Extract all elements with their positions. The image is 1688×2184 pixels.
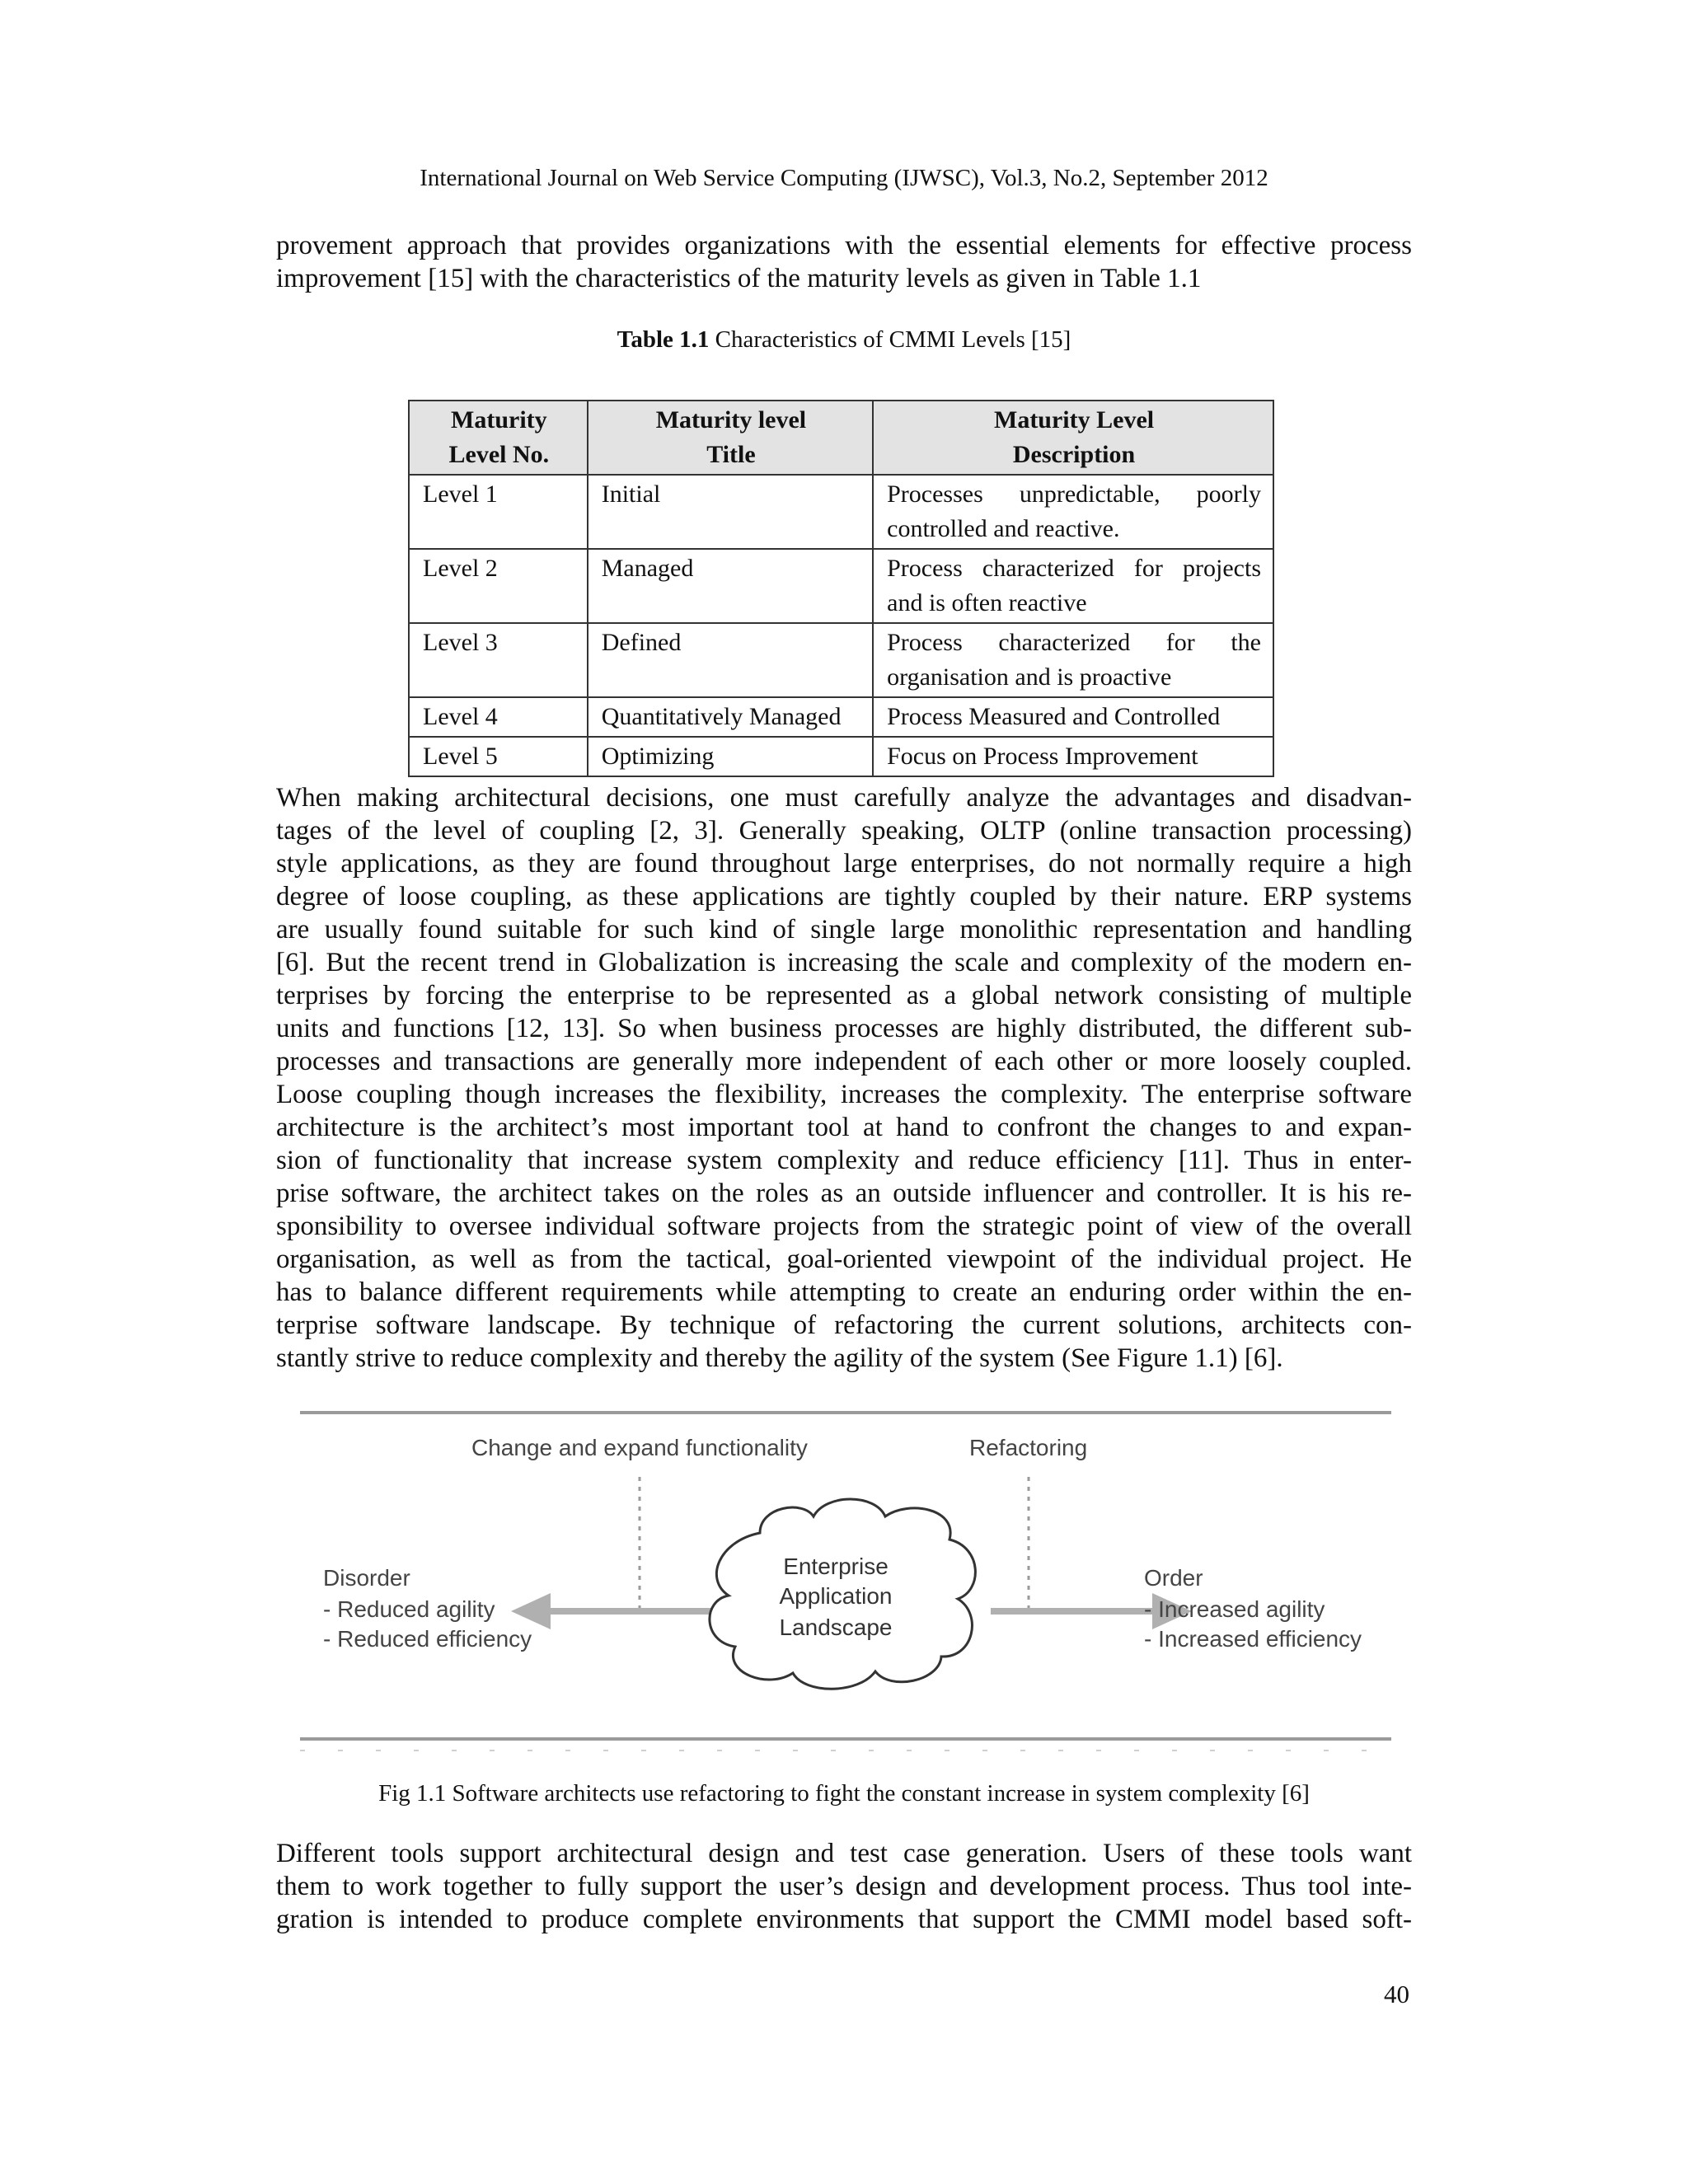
text-line: When making architectural decisions, one must carefully analyze the advantages and disadvan- (276, 783, 1412, 813)
cell-title: Quantitatively Managed (588, 697, 873, 737)
order-item: - Increased efficiency (1144, 1626, 1362, 1652)
text-line: sponsibility to oversee individual software projects from the strategic point of view of the overall (276, 1212, 1412, 1241)
cell-level: Level 1 (409, 475, 588, 549)
table-caption-text: Characteristics of CMMI Levels [15] (709, 326, 1071, 353)
cell-title: Defined (588, 623, 873, 697)
text-line: stantly strive to reduce complexity and thereby the agility of the system (See Figure 1.1) [6]. (276, 1343, 1283, 1373)
cell-level: Level 2 (409, 549, 588, 623)
cell-title: Optimizing (588, 737, 873, 776)
page-number: 40 (1384, 1980, 1409, 2008)
table-row (409, 737, 1273, 776)
cloud-label-line: Landscape (779, 1615, 893, 1640)
table-caption (0, 326, 1688, 354)
text-line: organisation, as well as from the tactical, goal-oriented viewpoint of the individual project. He (276, 1244, 1412, 1274)
disorder-item: - Reduced efficiency (323, 1626, 532, 1652)
text-line: them to work together to fully support the user’s design and development process. Thus tool inte- (276, 1872, 1412, 1901)
text-line: degree of loose coupling, as these applications are tightly coupled by their nature. ERP systems (276, 882, 1412, 912)
text-line: provement approach that provides organizations with the essential elements for effective process (276, 231, 1412, 260)
table-header-row (409, 401, 1273, 475)
disorder-title: Disorder (323, 1565, 410, 1591)
cell-description: Focus on Process Improvement (873, 737, 1273, 776)
cell-title: Initial (588, 475, 873, 549)
text-line: improvement [15] with the characteristics of the maturity levels as given in Table 1.1 (276, 264, 1202, 293)
table-row (409, 549, 1273, 623)
cell-title: Managed (588, 549, 873, 623)
text-line: has to balance different requirements while attempting to create an enduring order within the en- (276, 1277, 1412, 1307)
text-line: Different tools support architectural design and test case generation. Users of these tools want (276, 1839, 1412, 1868)
text-line: are usually found suitable for such kind of single large monolithic representation and handling (276, 915, 1412, 944)
text-line: gration is intended to produce complete environments that support the CMMI model based soft- (276, 1905, 1412, 1934)
disorder-item: - Reduced agility (323, 1596, 495, 1622)
text-line: Loose coupling though increases the flexibility, increases the complexity. The enterprise software (276, 1080, 1412, 1109)
text-line: style applications, as they are found throughout large enterprises, do not normally require a high (276, 849, 1412, 879)
cell-description: Process characterized for the organisation and is proactive (873, 623, 1273, 697)
figure-caption: Fig 1.1 Software architects use refactoring to fight the constant increase in system complexity [6] (378, 1780, 1310, 1807)
table-row (409, 697, 1273, 737)
table-row (409, 623, 1273, 697)
text-line: tages of the level of coupling [2, 3]. Generally speaking, OLTP (online transaction processing) (276, 816, 1412, 846)
table-row (409, 475, 1273, 549)
text-line: units and functions [12, 13]. So when business processes are highly distributed, the different sub- (276, 1014, 1412, 1043)
left-arrow (511, 1593, 719, 1629)
header-level-title: Maturity level Title (588, 401, 873, 475)
intro-paragraph (276, 229, 1412, 295)
text-line: prise software, the architect takes on the roles as an outside influencer and controller. It is his re- (276, 1179, 1412, 1208)
cell-level: Level 3 (409, 623, 588, 697)
top-right-label: Refactoring (969, 1435, 1088, 1460)
order-title: Order (1144, 1565, 1203, 1591)
cell-description: Process Measured and Controlled (873, 697, 1273, 737)
header-level-description: Maturity Level Description (873, 401, 1273, 475)
text-line: terprise software landscape. By technique of refactoring the current solutions, architects con- (276, 1310, 1412, 1340)
table-caption-label: Table 1.1 (617, 326, 710, 353)
text-line: architecture is the architect’s most important tool at hand to confront the changes to and expan- (276, 1113, 1412, 1142)
text-line: [6]. But the recent trend in Globalization is increasing the scale and complexity of the modern en- (276, 948, 1412, 977)
cell-level: Level 5 (409, 737, 588, 776)
cell-level: Level 4 (409, 697, 588, 737)
closing-paragraph (276, 1837, 1412, 1936)
text-line: processes and transactions are generally more independent of each other or more loosely coupled. (276, 1047, 1412, 1076)
cloud-label-line: Application (779, 1583, 893, 1609)
cell-description: Processes unpredictable, poorly controlled and reactive. (873, 475, 1273, 549)
text-line: sion of functionality that increase system complexity and reduce efficiency [11]. Thus in enter- (276, 1146, 1412, 1175)
header-level-no: Maturity Level No. (409, 401, 588, 475)
text-line: terprises by forcing the enterprise to be represented as a global network consisting of multiple (276, 981, 1412, 1010)
cloud-label-line: Enterprise (783, 1554, 889, 1579)
cell-description: Process characterized for projects and is often reactive (873, 549, 1273, 623)
order-item: - Increased agility (1144, 1596, 1325, 1622)
running-head: International Journal on Web Service Computing (IJWSC), Vol.3, No.2, September 2012 (420, 165, 1268, 191)
refactoring-figure (298, 1401, 1393, 1764)
main-paragraph (276, 781, 1412, 1375)
cmmi-levels-table (408, 400, 1274, 777)
top-left-label: Change and expand functionality (471, 1435, 808, 1460)
